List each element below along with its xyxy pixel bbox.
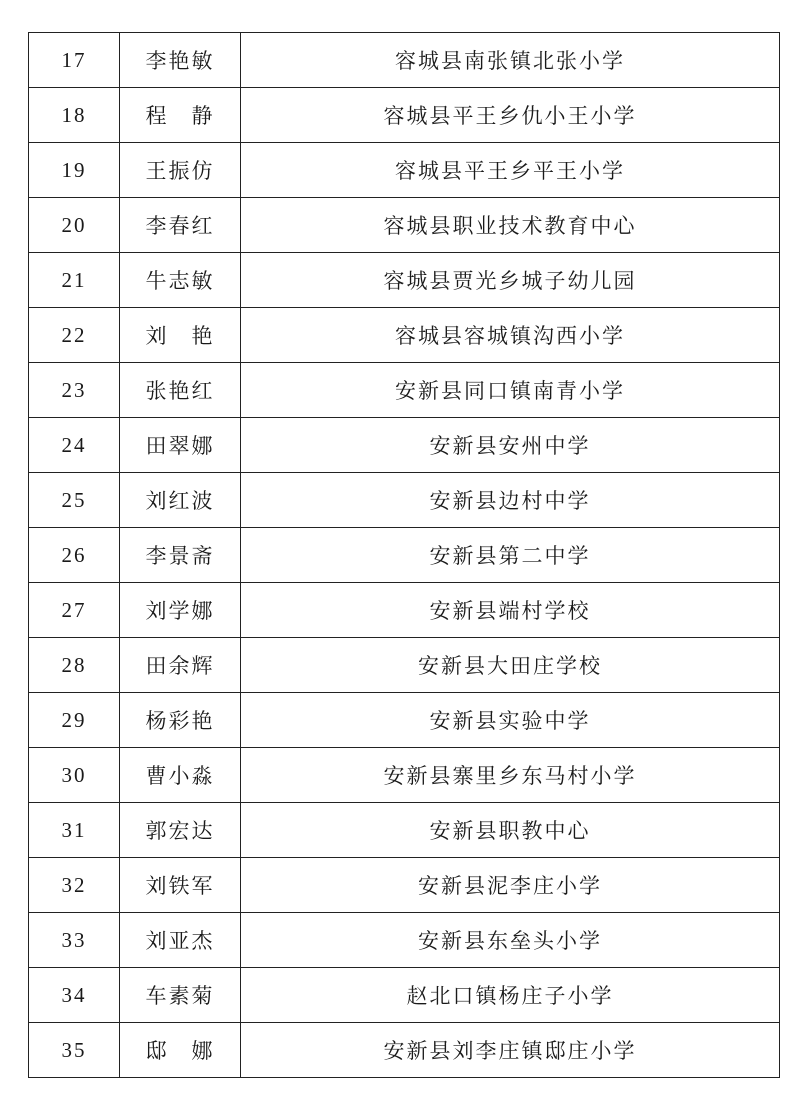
row-number: 33 xyxy=(29,913,120,968)
table-row xyxy=(29,143,780,198)
school-name: 安新县实验中学 xyxy=(241,693,780,748)
school-name: 安新县第二中学 xyxy=(241,528,780,583)
table-row xyxy=(29,968,780,1023)
table-row xyxy=(29,583,780,638)
school-name: 安新县大田庄学校 xyxy=(241,638,780,693)
person-name: 牛志敏 xyxy=(120,253,241,308)
school-name: 容城县职业技术教育中心 xyxy=(241,198,780,253)
table-row xyxy=(29,198,780,253)
row-number: 19 xyxy=(29,143,120,198)
school-name: 安新县安州中学 xyxy=(241,418,780,473)
table-row xyxy=(29,473,780,528)
person-name: 王振仿 xyxy=(120,143,241,198)
school-name: 安新县东垒头小学 xyxy=(241,913,780,968)
table-row xyxy=(29,418,780,473)
row-number: 20 xyxy=(29,198,120,253)
row-number: 29 xyxy=(29,693,120,748)
school-name: 安新县边村中学 xyxy=(241,473,780,528)
row-number: 34 xyxy=(29,968,120,1023)
table-row xyxy=(29,638,780,693)
table-row xyxy=(29,913,780,968)
table-row xyxy=(29,803,780,858)
school-name: 安新县端村学校 xyxy=(241,583,780,638)
school-name: 安新县寨里乡东马村小学 xyxy=(241,748,780,803)
table-row xyxy=(29,1023,780,1078)
person-name: 刘学娜 xyxy=(120,583,241,638)
school-name: 容城县南张镇北张小学 xyxy=(241,33,780,88)
school-name: 容城县平王乡仇小王小学 xyxy=(241,88,780,143)
row-number: 25 xyxy=(29,473,120,528)
row-number: 28 xyxy=(29,638,120,693)
row-number: 24 xyxy=(29,418,120,473)
row-number: 27 xyxy=(29,583,120,638)
person-name: 田余辉 xyxy=(120,638,241,693)
row-number: 32 xyxy=(29,858,120,913)
person-name: 刘红波 xyxy=(120,473,241,528)
school-name: 安新县同口镇南青小学 xyxy=(241,363,780,418)
person-name: 田翠娜 xyxy=(120,418,241,473)
row-number: 26 xyxy=(29,528,120,583)
table-row xyxy=(29,858,780,913)
person-name: 刘 艳 xyxy=(120,308,241,363)
person-name: 张艳红 xyxy=(120,363,241,418)
row-number: 17 xyxy=(29,33,120,88)
school-name: 容城县容城镇沟西小学 xyxy=(241,308,780,363)
school-name: 容城县平王乡平王小学 xyxy=(241,143,780,198)
person-name: 曹小淼 xyxy=(120,748,241,803)
table-row xyxy=(29,748,780,803)
row-number: 30 xyxy=(29,748,120,803)
roster-table-body xyxy=(29,33,780,1078)
person-name: 车素菊 xyxy=(120,968,241,1023)
school-name: 赵北口镇杨庄子小学 xyxy=(241,968,780,1023)
school-name: 安新县职教中心 xyxy=(241,803,780,858)
person-name: 杨彩艳 xyxy=(120,693,241,748)
table-row xyxy=(29,33,780,88)
person-name: 刘亚杰 xyxy=(120,913,241,968)
table-row xyxy=(29,88,780,143)
table-row xyxy=(29,308,780,363)
row-number: 18 xyxy=(29,88,120,143)
person-name: 邸 娜 xyxy=(120,1023,241,1078)
table-row xyxy=(29,253,780,308)
table-row xyxy=(29,528,780,583)
person-name: 郭宏达 xyxy=(120,803,241,858)
row-number: 23 xyxy=(29,363,120,418)
person-name: 李景斋 xyxy=(120,528,241,583)
person-name: 刘铁军 xyxy=(120,858,241,913)
school-name: 容城县贾光乡城子幼儿园 xyxy=(241,253,780,308)
person-name: 李艳敏 xyxy=(120,33,241,88)
row-number: 22 xyxy=(29,308,120,363)
roster-table xyxy=(28,32,780,1078)
school-name: 安新县刘李庄镇邸庄小学 xyxy=(241,1023,780,1078)
table-row xyxy=(29,693,780,748)
school-name: 安新县泥李庄小学 xyxy=(241,858,780,913)
row-number: 31 xyxy=(29,803,120,858)
row-number: 35 xyxy=(29,1023,120,1078)
table-row xyxy=(29,363,780,418)
person-name: 李春红 xyxy=(120,198,241,253)
person-name: 程 静 xyxy=(120,88,241,143)
row-number: 21 xyxy=(29,253,120,308)
